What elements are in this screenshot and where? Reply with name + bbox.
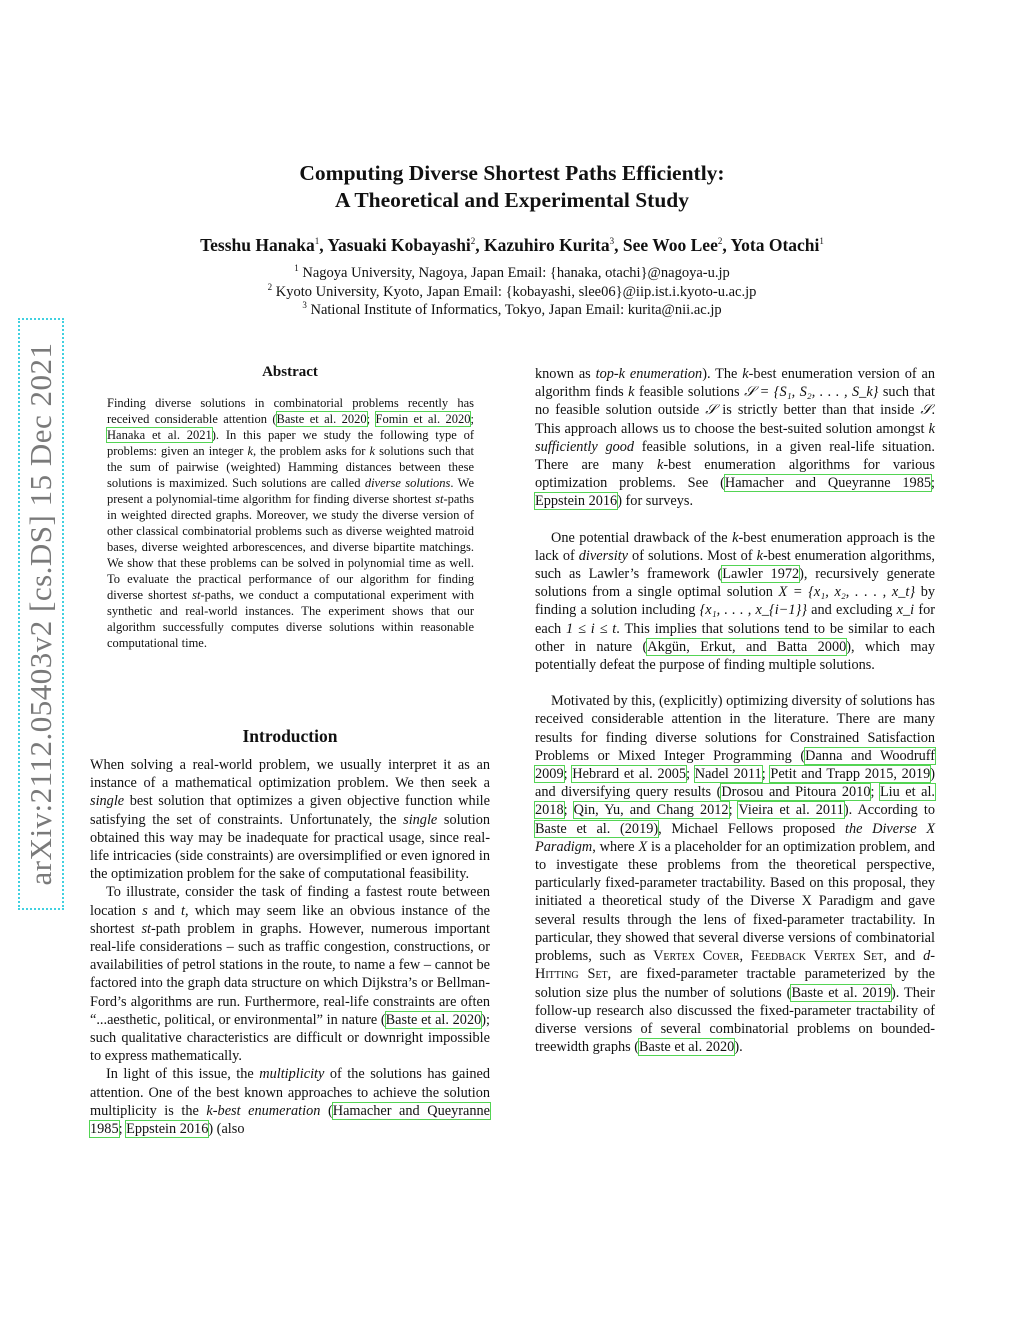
math-var: k — [928, 420, 935, 437]
author-affil: 2 — [470, 236, 476, 247]
affil-text: Nagoya University, Nagoya, Japan Email: {hanaka, otachi}@nagoya-u.jp — [298, 265, 730, 281]
text: ; — [870, 784, 880, 801]
text: ; — [563, 766, 573, 783]
math-var: x_i — [896, 602, 915, 619]
math-var: t — [180, 902, 185, 919]
author-name: Kazuhiro Kurita — [484, 235, 610, 255]
problem-name: Hitting Set — [535, 966, 608, 983]
math-var: 𝒮 — [920, 402, 932, 419]
affiliation-line — [0, 283, 1024, 302]
arxiv-stamp — [18, 318, 64, 910]
author-affil: 2 — [717, 236, 723, 247]
text: -best enumeration algorithms for various optimization problems. See ( — [535, 457, 935, 492]
math-var: X — [638, 838, 648, 855]
author-list: Tesshu Hanaka$^1$, Yasuaki Kobayashi$^2$, Kazuhiro Kurita$^3$, See Woo Lee$^2$, Yota Otachi$^1$ — [200, 235, 824, 255]
math-expr: 1 ≤ i ≤ t — [566, 620, 617, 637]
citation-link[interactable]: Baste et al. 2019 — [791, 984, 891, 1001]
emphasis: single — [403, 811, 438, 828]
text: ; — [118, 1121, 127, 1138]
citation-link[interactable]: Drosou and Pitoura 2010 — [721, 784, 871, 801]
text: -best enumeration algorithms, such as Lawler’s framework ( — [535, 547, 935, 583]
math-expr: X = {x₁, x₂, . . . , x_t} — [778, 584, 916, 601]
text: ) for surveys. — [617, 493, 694, 510]
citation-link[interactable]: Vieira et al. 2011 — [738, 802, 844, 819]
math-var: k — [742, 366, 749, 382]
citation-link[interactable]: Qin, Yu, and Chang 2012 — [573, 802, 729, 819]
text: One potential drawback of the — [551, 529, 733, 546]
text: When solving a real-world problem, we usually interpret it as an instance of a mathematical optimization problem. We then seek a — [90, 757, 490, 792]
author-affil: 3 — [609, 236, 615, 247]
text: ; — [686, 766, 695, 783]
text: . This implies that solutions tend to be similar to each other in nature ( — [535, 620, 935, 655]
math-var: k — [369, 444, 376, 458]
affiliation-line — [0, 264, 1024, 283]
emphasis: -best enumeration — [212, 1102, 321, 1119]
text: ); such qualitative characteristics are difficult or downright impossible to express mathematically. — [90, 1011, 490, 1065]
abstract-text: solutions such that the sum of pairwise (weighted) Hamming distances between these solutions is maximized. Such solutions are called — [107, 444, 474, 490]
text: solution obtained this way may be inadequate for practical usage, since real-life intricacies (side constraints) are oversimplified or even ignored in the optimization problem for the sake of computational feasibility. — [90, 811, 490, 883]
citation-link[interactable]: Eppstein 2016 — [535, 493, 618, 510]
text: To illustrate, consider the task of finding a fastest route between location — [90, 884, 490, 919]
citation-link[interactable]: Hanaka et al. 2021 — [107, 428, 212, 442]
text: -best enumeration version of an algorithm finds — [535, 366, 935, 401]
math-expr: {x₁, . . . , x_{i−1}} — [699, 602, 807, 619]
abstract-text: , the problem asks for — [253, 444, 370, 458]
text: is a placeholder for an optimization problem, and to investigate these problems from the theoretical perspective, particularly fixed-parameter tractability. Based on this proposal, they initiated a theoretical study of the Diverse X Paradigm and gave several results through the lens of fixed-parameter tractability. In particular, they showed that several diverse versions of combinatorial problems, such as — [535, 838, 935, 965]
text: for each — [535, 602, 935, 637]
text: ; — [563, 802, 574, 819]
author-name: Yasuaki Kobayashi — [327, 235, 471, 255]
text: , Michael Fellows proposed — [658, 820, 845, 837]
text: ). — [734, 1039, 743, 1056]
text: . This approach allows us to choose the best-suited solution amongst — [535, 402, 936, 437]
affil-num: 3 — [302, 300, 307, 311]
affil-num: 1 — [294, 263, 299, 274]
paragraph — [535, 529, 935, 675]
text: , — [739, 948, 751, 965]
affiliation-line — [0, 301, 1024, 320]
text: best solution that optimizes a given objective function while satisfying the set of constraints. Unfortunately, the — [90, 793, 490, 828]
paragraph — [90, 1065, 490, 1138]
abstract-text: -paths in weighted directed graphs. Moreover, we study the diverse version of other classical combinatorial problems such as diverse weighted matroid bases, diverse weighted arborescences, and diverse bipartite matchings. We show that these problems can be solved in polynomial time as well. To evaluate the practical performance of our algorithm for finding diverse shortest — [107, 492, 474, 602]
text: ). According to — [843, 802, 936, 819]
math-var: k — [656, 457, 664, 474]
text: ) and diversifying query results ( — [535, 766, 935, 801]
arxiv-id: arXiv:2112.05403v2 [cs.DS] 15 Dec 2021 — [23, 342, 58, 886]
text: ; — [931, 475, 935, 492]
emphasis: diversity — [578, 547, 629, 564]
citation-link[interactable]: Hamacher and Queyranne 1985 — [724, 475, 932, 492]
citation-link[interactable]: Baste et al. 2020 — [639, 1039, 735, 1056]
author-affil: 1 — [314, 236, 320, 247]
text: ). Their follow-up research also discussed the fixed-parameter tractability of diverse versions of several combinatorial problems on bounded-treewidth graphs ( — [535, 984, 935, 1056]
affil-text: Kyoto University, Kyoto, Japan Email: {kobayashi, slee06}@iip.ist.i.kyoto-u.ac.jp — [272, 283, 757, 300]
citation-link[interactable]: Baste et al. 2020 — [385, 1011, 482, 1028]
text: , where — [592, 838, 639, 855]
emphasis: the Diverse X Paradigm — [535, 820, 936, 855]
right-column-text — [535, 365, 935, 1056]
affiliations — [0, 264, 1024, 320]
emphasis: sufficiently good — [535, 438, 635, 455]
citation-link[interactable]: Akgün, Erkut, and Batta 2000 — [647, 638, 847, 655]
emphasis: diverse solutions — [364, 476, 451, 490]
math-var: k — [628, 384, 635, 401]
text: ; — [761, 766, 771, 783]
math-var: k — [756, 547, 763, 564]
abstract-heading: Abstract — [262, 364, 318, 380]
math-var: st — [435, 492, 444, 506]
citation-link[interactable]: Baste et al. 2020 — [276, 412, 367, 426]
citation-link[interactable]: Nadel 2011 — [694, 766, 762, 783]
paragraph — [535, 365, 935, 511]
text: ), which may potentially defeat the purpose of finding multiple solutions. — [535, 638, 935, 674]
text: is strictly better than that inside — [716, 402, 921, 419]
text: Motivated by this, (explicitly) optimizing diversity of solutions has received considerable attention in the literature. There are many results for finding diverse solutions for Constrained Satisfaction Problems or Mixed Integer Programming ( — [535, 693, 935, 764]
text: , which may seem like an obvious instance of the shortest — [90, 902, 490, 937]
emphasis: single — [90, 793, 125, 810]
author-name: See Woo Lee — [622, 235, 718, 255]
text: In light of this issue, the — [106, 1066, 260, 1083]
title-line-2: A Theoretical and Experimental Study — [335, 188, 689, 212]
text: - — [930, 948, 935, 965]
citation-link[interactable]: Liu et al. 2018 — [535, 784, 936, 819]
section-heading-introduction: Introduction — [242, 726, 338, 746]
author-name: Yota Otachi — [730, 235, 820, 255]
citation-link[interactable]: Hamacher and Queyranne 1985 — [90, 1102, 490, 1138]
text: -path problem in graphs. However, numerous important real-life considerations – such as traffic congestion, constructions, or availabilities of petrol stations in the route, to name a few – cannot be factored into the graph data structure on which Dijkstra’s or Bellman-Ford’s algorithms are run. Furthermore, real-life constraints are often “...aesthetic, political, or environmental” in nature ( — [90, 920, 490, 1028]
author-name: Tesshu Hanaka — [200, 235, 315, 255]
paragraph — [90, 883, 490, 1065]
text: , are fixed-parameter tractable parameterized by the solution size plus the number of solutions ( — [535, 966, 936, 1001]
author-affil: 1 — [819, 236, 824, 247]
citation-link[interactable]: Petit and Trapp 2015, 2019 — [770, 766, 931, 783]
math-var: st — [192, 588, 201, 602]
text: and — [147, 902, 181, 919]
math-var: d — [923, 948, 931, 965]
text: ) (also — [208, 1121, 245, 1138]
citation-link[interactable]: Hebrard et al. 2005 — [572, 766, 687, 783]
left-column-text — [90, 756, 490, 1138]
problem-name: Feedback Vertex Set — [750, 948, 884, 965]
text: -best enumeration approach is the lack of — [535, 529, 935, 564]
text: by finding a solution including — [535, 584, 936, 619]
paragraph — [535, 692, 935, 1056]
problem-name: Vertex Cover — [653, 948, 740, 965]
abstract-text: ). In this paper we study the following type of problems: given an integer — [107, 428, 475, 458]
text: ( — [320, 1102, 333, 1119]
math-var: k — [732, 529, 739, 546]
text: known as — [535, 366, 596, 382]
math-expr: 𝒮 = {S₁, S₂, . . . , S_k} — [744, 384, 879, 401]
citation-link[interactable]: Fomin et al. 2020 — [375, 412, 471, 426]
text: of solutions. Most of — [628, 547, 757, 564]
abstract-body — [107, 395, 474, 651]
title-line-1: Computing Diverse Shortest Paths Efficiently: — [299, 161, 725, 185]
math-var: st — [141, 920, 151, 937]
abstract-text: -paths, we conduct a computational experiment with synthetic and real-world instances. The experiment shows that our algorithm successfully computes diverse solutions within reasonable computational time. — [107, 588, 475, 650]
emphasis: multiplicity — [259, 1066, 325, 1083]
citation-link[interactable]: Baste et al. (2019) — [535, 820, 659, 837]
math-var: k — [247, 444, 254, 458]
citation-link[interactable]: Eppstein 2016 — [126, 1121, 209, 1138]
abstract-text: Finding diverse solutions in combinatorial problems recently has received considerable attention ( — [107, 396, 474, 426]
citation-link[interactable]: Lawler 1972 — [722, 566, 800, 583]
abstract-text: ; — [366, 412, 376, 426]
text: ). The — [702, 366, 743, 382]
abstract-text: . We present a polynomial-time algorithm for finding diverse shortest — [107, 476, 474, 506]
text: such that no feasible solution outside — [535, 384, 935, 419]
text: of the solutions has gained attention. One of the best known approaches to achieve the solution multiplicity is the — [90, 1066, 490, 1119]
text: ; — [728, 802, 739, 819]
text: and excluding — [806, 602, 897, 619]
citation-link[interactable]: Danna and Woodruff 2009 — [535, 747, 935, 783]
math-var: 𝒮 — [705, 402, 717, 419]
text: , and — [883, 948, 924, 965]
abstract-text: ; — [470, 412, 474, 426]
affil-num: 2 — [267, 281, 273, 292]
text: feasible solutions, in a given real-life situation. There are many — [535, 438, 935, 474]
text: feasible solutions — [634, 384, 745, 401]
math-var: s — [142, 902, 148, 919]
emphasis: top-k enumeration — [595, 366, 703, 382]
math-var: k — [206, 1102, 213, 1119]
text: ), recursively generate solutions from a single optimal solution — [535, 566, 935, 601]
affil-text: National Institute of Informatics, Tokyo, Japan Email: kurita@nii.ac.jp — [306, 302, 722, 318]
paper-title — [0, 160, 1024, 214]
paragraph — [90, 756, 490, 883]
